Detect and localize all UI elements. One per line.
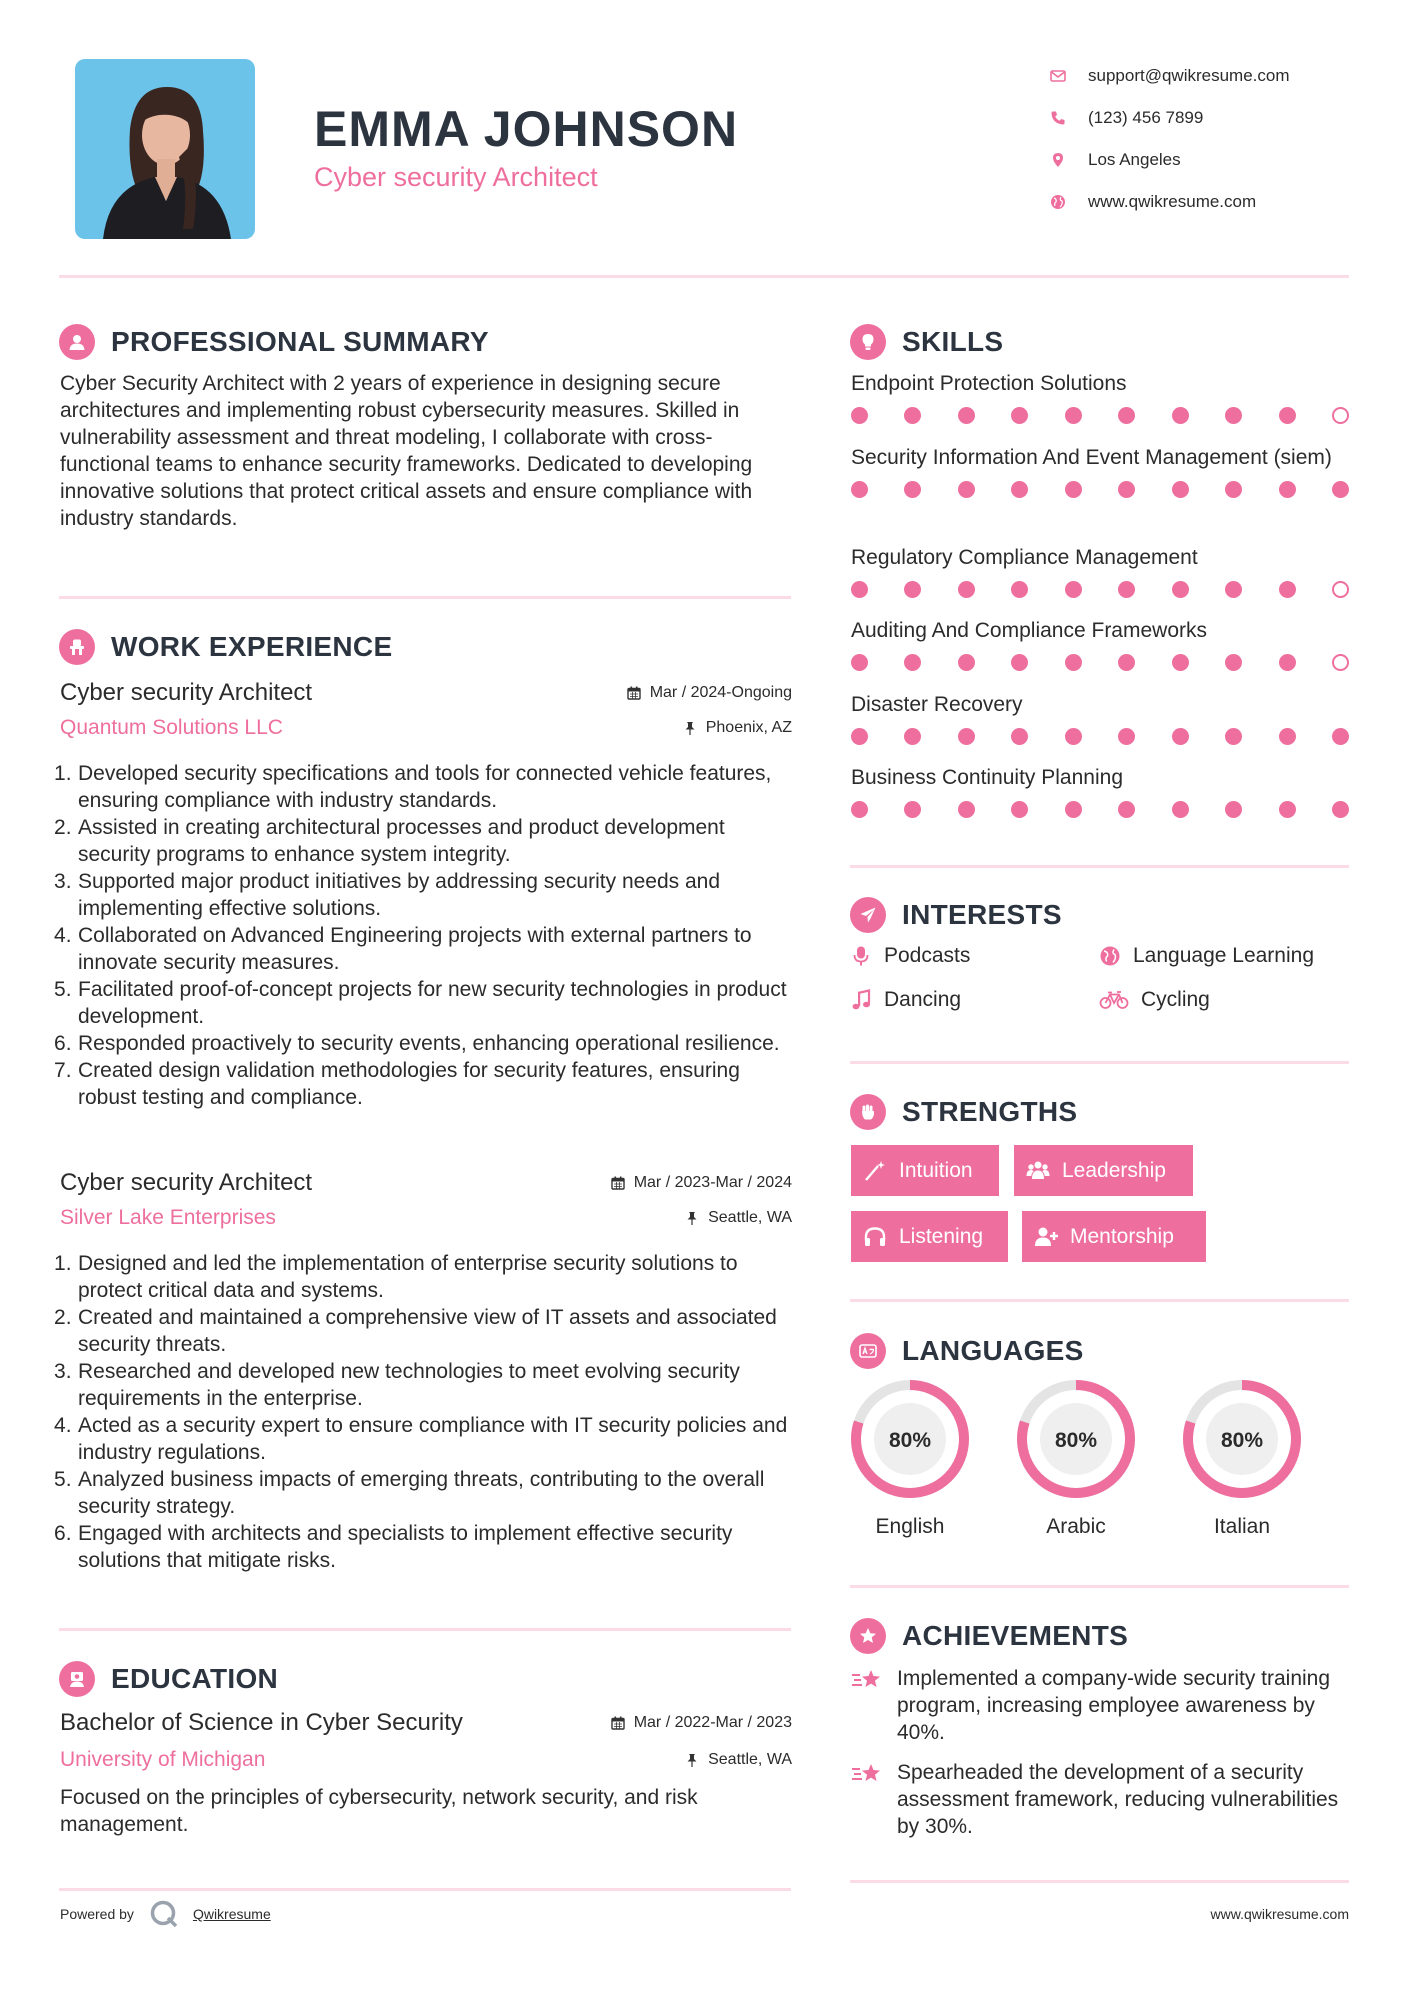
shooting-star-icon	[851, 1667, 883, 1693]
interest-item	[1099, 988, 1210, 1012]
location-pin-icon	[1050, 152, 1088, 168]
rating-dot-filled	[1065, 654, 1082, 671]
skill-rating	[851, 654, 1349, 671]
strength-tag	[1022, 1211, 1206, 1262]
rating-dot-filled	[1279, 407, 1296, 424]
phone-icon	[1050, 110, 1088, 126]
skill-item	[851, 544, 1349, 598]
language-percent: 80%	[1054, 1429, 1098, 1452]
job-entry	[60, 676, 792, 1111]
strengths-section-header	[850, 1094, 1077, 1130]
rating-dot-filled	[958, 481, 975, 498]
job-bullet: Engaged with architects and specialists to implement effective security solutions that mitigate risks.	[78, 1522, 733, 1572]
briefcase-icon	[59, 629, 95, 665]
achievement-item	[851, 1665, 1349, 1746]
rating-dot-filled	[1172, 481, 1189, 498]
interests-section-header	[850, 897, 1062, 933]
microphone-icon	[850, 945, 872, 967]
fist-icon	[850, 1094, 886, 1130]
language-gauge	[1181, 1378, 1303, 1500]
shooting-star-icon	[851, 1761, 883, 1787]
contact-website[interactable]	[1050, 181, 1390, 223]
rating-dot-filled	[1118, 654, 1135, 671]
job-location-text: Seattle, WA	[708, 1209, 792, 1226]
skill-name: Security Information And Event Management (siem)	[851, 446, 1332, 469]
strengths-heading: STRENGTHS	[902, 1096, 1078, 1127]
skill-name: Auditing And Compliance Frameworks	[851, 619, 1207, 642]
rating-dot-filled	[1065, 407, 1082, 424]
language-percent: 80%	[1220, 1429, 1264, 1452]
rating-dot-filled	[1332, 801, 1349, 818]
calendar-icon	[627, 686, 641, 700]
strengths-divider	[850, 1299, 1349, 1302]
languages-section-header	[850, 1333, 1084, 1369]
rating-dot-filled	[1065, 728, 1082, 745]
summary-text: Cyber Security Architect with 2 years of experience in designing secure architectures and implementing robust cybersecurity measures. Skilled in vulnerability assessment and threat modeling, I collaborate with cross-functional teams to enhance security frameworks. Dedicated to developing innovative solutions that protect critical assets and ensure compliance with industry standards.	[60, 372, 753, 530]
skill-item	[851, 617, 1349, 671]
contact-phone[interactable]	[1050, 97, 1390, 139]
rating-dot-filled	[904, 581, 921, 598]
rating-dot-filled	[1332, 728, 1349, 745]
pushpin-icon	[683, 721, 697, 735]
education-heading: EDUCATION	[111, 1663, 279, 1694]
rating-dot-filled	[904, 654, 921, 671]
rating-dot-filled	[1225, 481, 1242, 498]
education-date	[611, 1714, 792, 1732]
interest-label: Podcasts	[884, 944, 971, 967]
job-bullet: Created and maintained a comprehensive view of IT assets and associated security threats.	[78, 1306, 777, 1356]
skills-divider	[850, 865, 1349, 868]
job-bullets	[60, 1250, 792, 1574]
contact-website-text: www.qwikresume.com	[1088, 192, 1257, 211]
languages-heading: LANGUAGES	[902, 1335, 1084, 1366]
language-gauge	[849, 1378, 971, 1500]
interest-label: Language Learning	[1133, 944, 1315, 967]
rating-dot-filled	[851, 728, 868, 745]
envelope-icon	[1050, 68, 1088, 84]
achievements-heading: ACHIEVEMENTS	[902, 1620, 1129, 1651]
job-bullet: Acted as a security expert to ensure compliance with IT security policies and industry regulations.	[78, 1414, 788, 1464]
education-divider	[59, 1888, 791, 1891]
rating-dot-filled	[904, 801, 921, 818]
user-icon	[59, 324, 95, 360]
job-bullet: Supported major product initiatives by addressing security needs and implementing effective solutions.	[78, 870, 721, 920]
rating-dot-filled	[1011, 654, 1028, 671]
job-location	[683, 719, 792, 737]
job-role: Cyber security Architect	[60, 1169, 313, 1196]
rating-dot-filled	[958, 728, 975, 745]
job-bullet: Researched and developed new technologies to meet evolving security requirements in the enterprise.	[78, 1360, 740, 1410]
strength-tag	[851, 1145, 999, 1196]
skill-rating	[851, 728, 1349, 745]
strength-label: Leadership	[1062, 1158, 1166, 1182]
language-name: Arabic	[1046, 1515, 1106, 1538]
language-gauge	[1015, 1378, 1137, 1500]
job-entry	[60, 1166, 792, 1574]
magic-wand-icon	[863, 1160, 887, 1182]
strength-label: Mentorship	[1070, 1224, 1174, 1248]
language-item	[849, 1378, 971, 1539]
job-bullet: Analyzed business impacts of emerging threats, contributing to the overall security strategy.	[78, 1468, 765, 1518]
graduate-icon	[59, 1661, 95, 1697]
skills-section-header	[850, 324, 1003, 360]
experience-section-header	[59, 629, 392, 665]
globe-icon	[1099, 945, 1121, 967]
bicycle-icon	[1099, 989, 1129, 1011]
qwikresume-logo-icon	[149, 1899, 179, 1929]
skill-rating	[851, 801, 1349, 818]
summary-heading: PROFESSIONAL SUMMARY	[111, 326, 489, 357]
rating-dot-filled	[851, 654, 868, 671]
education-section-header	[59, 1661, 278, 1697]
education-description: Focused on the principles of cybersecurity, network security, and risk management.	[60, 1786, 698, 1836]
contact-email-text: support@qwikresume.com	[1088, 66, 1290, 85]
rating-dot-filled	[1118, 407, 1135, 424]
job-company: Quantum Solutions LLC	[60, 716, 283, 739]
job-date	[611, 1174, 792, 1192]
job-bullet: Assisted in creating architectural processes and product development security programs to enhance system integrity.	[78, 816, 725, 866]
job-bullet: Created design validation methodologies for security features, ensuring robust testing and compliance.	[78, 1059, 740, 1109]
skill-name: Regulatory Compliance Management	[851, 546, 1198, 569]
rating-dot-filled	[1011, 801, 1028, 818]
rating-dot-filled	[1118, 581, 1135, 598]
experience-divider	[59, 1628, 791, 1631]
rating-dot-empty	[1332, 654, 1349, 671]
candidate-name: EMMA JOHNSON	[314, 101, 739, 157]
achievements-divider	[850, 1880, 1349, 1883]
skill-item	[851, 764, 1349, 818]
job-company: Silver Lake Enterprises	[60, 1206, 276, 1229]
skill-rating	[851, 407, 1349, 424]
achievement-text: Implemented a company-wide security training program, increasing employee awareness by 40%.	[897, 1667, 1331, 1744]
interest-label: Dancing	[884, 988, 962, 1011]
language-icon	[850, 1333, 886, 1369]
footer-website[interactable]: www.qwikresume.com	[1210, 1906, 1349, 1922]
rating-dot-filled	[1225, 801, 1242, 818]
job-bullet: Developed security specifications and tools for connected vehicle features, ensuring compliance with industry standards.	[78, 762, 772, 812]
calendar-icon	[611, 1176, 625, 1190]
rating-dot-filled	[1011, 481, 1028, 498]
job-bullet: Responded proactively to security events, enhancing operational resilience.	[78, 1032, 780, 1055]
rating-dot-filled	[1172, 801, 1189, 818]
contact-email[interactable]	[1050, 55, 1390, 97]
job-location	[685, 1209, 792, 1227]
rating-dot-filled	[851, 581, 868, 598]
rating-dot-filled	[1065, 481, 1082, 498]
job-date	[627, 684, 792, 702]
rating-dot-filled	[1011, 728, 1028, 745]
achievements-section-header	[850, 1618, 1128, 1654]
strength-label: Intuition	[899, 1158, 973, 1182]
pushpin-icon	[685, 1211, 699, 1225]
education-degree: Bachelor of Science in Cyber Security	[60, 1709, 463, 1736]
skills-heading: SKILLS	[902, 326, 1004, 357]
language-item	[1015, 1378, 1137, 1539]
contact-list	[1050, 55, 1390, 223]
rating-dot-filled	[1118, 801, 1135, 818]
strength-tag	[1014, 1145, 1193, 1196]
job-bullets	[60, 760, 792, 1111]
music-note-icon	[850, 989, 872, 1011]
rating-dot-filled	[1172, 654, 1189, 671]
header-divider	[59, 275, 1349, 278]
education-school: University of Michigan	[60, 1748, 266, 1771]
language-item	[1181, 1378, 1303, 1539]
rating-dot-filled	[1118, 728, 1135, 745]
summary-section-header	[59, 324, 489, 360]
rating-dot-filled	[851, 481, 868, 498]
contact-location	[1050, 139, 1390, 181]
rating-dot-filled	[1011, 407, 1028, 424]
skill-name: Disaster Recovery	[851, 693, 1023, 716]
rating-dot-filled	[958, 581, 975, 598]
users-icon	[1026, 1160, 1050, 1182]
rating-dot-filled	[1225, 581, 1242, 598]
rating-dot-filled	[1011, 581, 1028, 598]
qwikresume-link[interactable]: Qwikresume	[192, 1906, 271, 1922]
rating-dot-filled	[1225, 654, 1242, 671]
rating-dot-filled	[1225, 728, 1242, 745]
interest-label: Cycling	[1141, 988, 1210, 1011]
rating-dot-filled	[1279, 801, 1296, 818]
headphones-icon	[863, 1226, 887, 1248]
rating-dot-filled	[904, 481, 921, 498]
education-location-text: Seattle, WA	[708, 1751, 792, 1768]
language-name: English	[875, 1515, 945, 1538]
language-name: Italian	[1213, 1515, 1271, 1538]
education-entry	[60, 1706, 792, 1838]
skill-rating	[851, 581, 1349, 598]
job-role: Cyber security Architect	[60, 679, 313, 706]
paper-plane-icon	[850, 897, 886, 933]
powered-by	[60, 1899, 271, 1929]
star-badge-icon	[850, 1618, 886, 1654]
contact-phone-text: (123) 456 7899	[1088, 108, 1204, 127]
rating-dot-filled	[851, 801, 868, 818]
interest-item	[1099, 944, 1314, 968]
job-bullet: Facilitated proof-of-concept projects for new security technologies in product development.	[78, 978, 787, 1028]
rating-dot-filled	[958, 407, 975, 424]
rating-dot-filled	[1279, 581, 1296, 598]
profile-photo	[75, 59, 255, 239]
language-percent: 80%	[888, 1429, 932, 1452]
rating-dot-filled	[904, 407, 921, 424]
rating-dot-filled	[904, 728, 921, 745]
globe-icon	[1050, 194, 1088, 210]
experience-heading: WORK EXPERIENCE	[111, 631, 393, 662]
rating-dot-filled	[1172, 581, 1189, 598]
rating-dot-empty	[1332, 407, 1349, 424]
interests-heading: INTERESTS	[902, 899, 1062, 930]
lightbulb-icon	[850, 324, 886, 360]
candidate-title: Cyber security Architect	[314, 162, 598, 192]
interest-item	[850, 988, 961, 1012]
job-location-text: Phoenix, AZ	[705, 719, 792, 736]
job-date-text: Mar / 2023-Mar / 2024	[633, 1174, 792, 1191]
skill-name: Business Continuity Planning	[851, 766, 1123, 789]
skill-rating	[851, 481, 1349, 498]
skill-item	[851, 444, 1349, 498]
languages-divider	[850, 1585, 1349, 1588]
achievement-text: Spearheaded the development of a security assessment framework, reducing vulnerabilities by 30%.	[897, 1761, 1339, 1838]
rating-dot-filled	[1065, 801, 1082, 818]
rating-dot-filled	[1279, 654, 1296, 671]
contact-location-text: Los Angeles	[1088, 150, 1181, 169]
user-plus-icon	[1034, 1226, 1058, 1248]
rating-dot-filled	[1172, 407, 1189, 424]
rating-dot-filled	[1065, 581, 1082, 598]
rating-dot-filled	[851, 407, 868, 424]
interests-divider	[850, 1061, 1349, 1064]
rating-dot-filled	[1225, 407, 1242, 424]
education-date-text: Mar / 2022-Mar / 2023	[633, 1714, 792, 1731]
strength-label: Listening	[899, 1224, 984, 1248]
job-bullet: Designed and led the implementation of enterprise security solutions to protect critical data and systems.	[78, 1252, 738, 1302]
job-bullet: Collaborated on Advanced Engineering projects with external partners to innovate security measures.	[78, 924, 752, 974]
skill-name: Endpoint Protection Solutions	[851, 372, 1127, 395]
pushpin-icon	[685, 1753, 699, 1767]
skill-item	[851, 370, 1349, 424]
summary-divider	[59, 596, 791, 599]
rating-dot-filled	[1332, 481, 1349, 498]
rating-dot-filled	[1279, 481, 1296, 498]
rating-dot-filled	[1172, 728, 1189, 745]
interest-item	[850, 944, 970, 968]
education-location	[685, 1751, 792, 1769]
rating-dot-filled	[958, 654, 975, 671]
powered-by-label: Powered by	[60, 1906, 134, 1922]
rating-dot-filled	[958, 801, 975, 818]
rating-dot-filled	[1279, 728, 1296, 745]
skill-item	[851, 691, 1349, 745]
calendar-icon	[611, 1716, 625, 1730]
strength-tag	[851, 1211, 1008, 1262]
job-date-text: Mar / 2024-Ongoing	[649, 684, 792, 701]
achievement-item	[851, 1759, 1349, 1840]
rating-dot-filled	[1118, 481, 1135, 498]
rating-dot-empty	[1332, 581, 1349, 598]
